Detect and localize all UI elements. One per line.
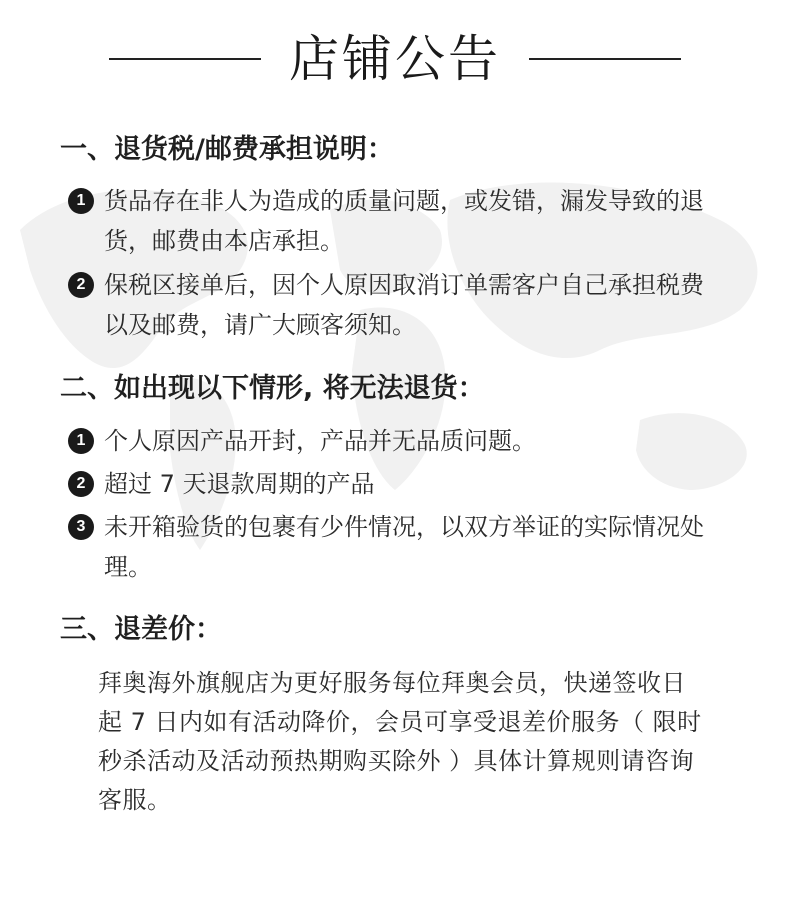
list-item-text: 货品存在非人为造成的质量问题，或发错，漏发导致的退货，邮费由本店承担。: [104, 187, 704, 255]
price-difference-paragraph: 拜奥海外旗舰店为更好服务每位拜奥会员，快递签收日起 7 日内如有活动降价，会员可享受退差价服务（ 限时秒杀活动及活动预热期购买除外 ）具体计算规则请咨询客服。: [98, 669, 702, 814]
header-divider-left: [109, 58, 261, 60]
header-divider-right: [529, 58, 681, 60]
list-item: [68, 421, 718, 461]
page-title: 店铺公告: [289, 30, 501, 88]
number-badge-icon: 3: [68, 514, 94, 540]
list-item-text: 保税区接单后，因个人原因取消订单需客户自己承担税费以及邮费，请广大顾客须知。: [104, 271, 704, 339]
list-item-text: 未开箱验货的包裹有少件情况，以双方举证的实际情况处理。: [104, 513, 704, 581]
section-heading-return-fees: 一、退货税/邮费承担说明：: [60, 134, 394, 165]
section-heading-no-return: 二、如出现以下情形, 将无法退货：: [60, 373, 485, 404]
number-badge-icon: 2: [68, 471, 94, 497]
list-item: [68, 265, 718, 345]
section-heading-price-difference: 三、退差价：: [60, 614, 222, 645]
list-item: [68, 507, 718, 587]
number-badge-icon: 2: [68, 272, 94, 298]
list-item: [68, 181, 718, 261]
list-item-text: 超过 7 天退款周期的产品: [104, 470, 375, 498]
number-badge-icon: 1: [68, 188, 94, 214]
list-item: [68, 464, 718, 504]
announcement-header: [0, 24, 790, 94]
list-item-text: 个人原因产品开封，产品并无品质问题。: [104, 427, 536, 455]
number-badge-icon: 1: [68, 428, 94, 454]
